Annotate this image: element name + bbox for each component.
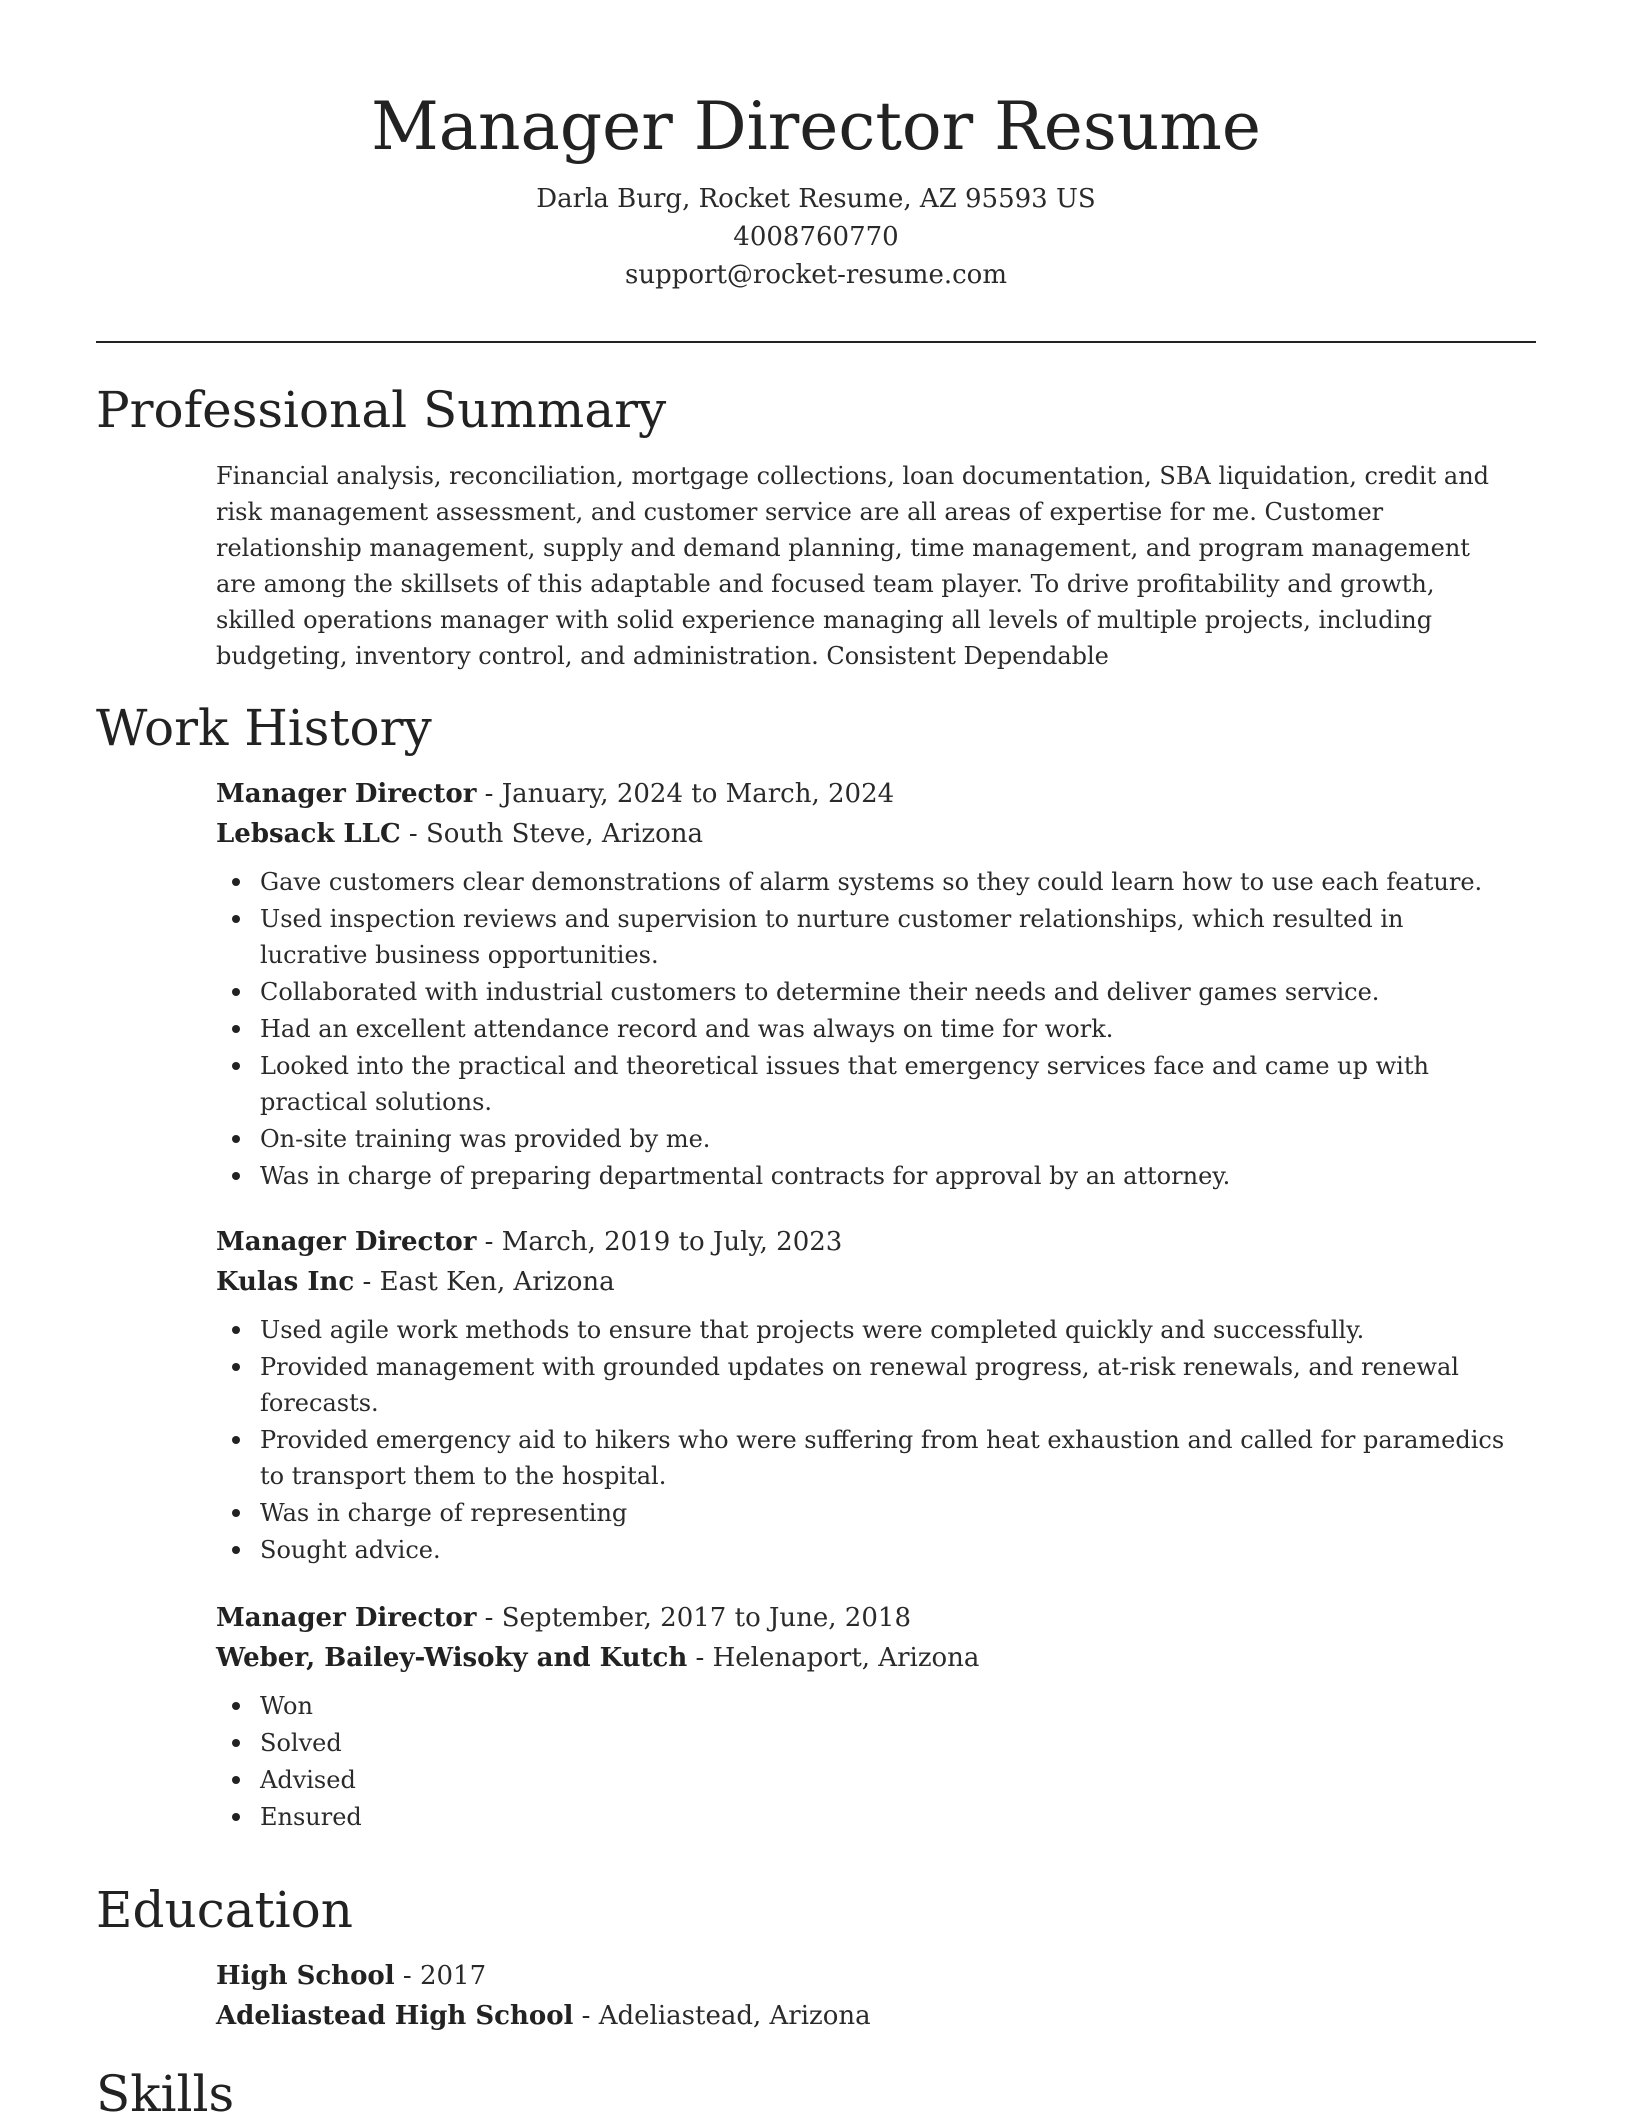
education-location: - Adeliastead, Arizona bbox=[573, 2001, 871, 2031]
section-heading-education: Education bbox=[96, 1881, 353, 1939]
list-item: Won bbox=[260, 1688, 1516, 1724]
education-year: - 2017 bbox=[394, 1961, 487, 1991]
job-title-line bbox=[216, 1598, 1516, 1638]
list-item: Solved bbox=[260, 1725, 1516, 1761]
section-heading-skills: Skills bbox=[96, 2065, 235, 2123]
job-company-line bbox=[216, 1638, 1516, 1678]
contact-address: Darla Burg, Rocket Resume, AZ 95593 US bbox=[536, 184, 1096, 214]
job-location: - South Steve, Arizona bbox=[400, 819, 703, 849]
job-title: Manager Director bbox=[216, 779, 477, 809]
job-location: - East Ken, Arizona bbox=[354, 1267, 615, 1297]
section-heading-work-history: Work History bbox=[96, 699, 432, 757]
job-entry-2 bbox=[216, 1222, 1516, 1569]
job-entry-1 bbox=[216, 774, 1516, 1195]
resume-header bbox=[96, 82, 1536, 294]
job-dates: - September, 2017 to June, 2018 bbox=[476, 1603, 911, 1633]
header-divider bbox=[96, 341, 1536, 343]
education-degree-line bbox=[216, 1956, 1516, 1996]
summary-text: Financial analysis, reconciliation, mortgage collections, loan documentation, SBA liquidation, credit and risk management assessment, and customer service are all areas of expertise for me. Customer relationship management, supply and demand planning, time management, and program management are among the skillsets of this adaptable and focused team player. To drive profitability and growth, skilled operations manager with solid experience managing all levels of multiple projects, including budgeting, inventory control, and administration. Consistent Dependable bbox=[216, 462, 1490, 670]
section-heading-summary: Professional Summary bbox=[96, 381, 667, 439]
job-company: Weber, Bailey-Wisoky and Kutch bbox=[216, 1643, 688, 1673]
contact-info bbox=[96, 180, 1536, 294]
job-company-line bbox=[216, 1262, 1516, 1302]
job-title-line bbox=[216, 774, 1516, 814]
list-item: On-site training was provided by me. bbox=[260, 1121, 1516, 1157]
summary-block bbox=[216, 458, 1516, 674]
education-school: Adeliastead High School bbox=[216, 2001, 574, 2031]
education-entry bbox=[216, 1956, 1516, 2036]
job-company-line bbox=[216, 814, 1516, 854]
job-title: Manager Director bbox=[216, 1227, 477, 1257]
job-dates: - January, 2024 to March, 2024 bbox=[476, 779, 895, 809]
list-item: Ensured bbox=[260, 1799, 1516, 1835]
list-item: Was in charge of preparing departmental contracts for approval by an attorney. bbox=[260, 1158, 1516, 1194]
job-dates: - March, 2019 to July, 2023 bbox=[476, 1227, 843, 1257]
list-item: Used agile work methods to ensure that projects were completed quickly and successfully. bbox=[260, 1312, 1516, 1348]
job-company: Lebsack LLC bbox=[216, 819, 401, 849]
list-item: Was in charge of representing bbox=[260, 1495, 1516, 1531]
list-item: Provided emergency aid to hikers who were suffering from heat exhaustion and called for paramedics to transport them to the hospital. bbox=[260, 1422, 1516, 1494]
list-item: Sought advice. bbox=[260, 1532, 1516, 1568]
education-school-line bbox=[216, 1996, 1516, 2036]
job-title-line bbox=[216, 1222, 1516, 1262]
list-item: Gave customers clear demonstrations of alarm systems so they could learn how to use each feature. bbox=[260, 864, 1516, 900]
contact-email: support@rocket-resume.com bbox=[624, 260, 1007, 290]
job-location: - Helenaport, Arizona bbox=[687, 1643, 980, 1673]
list-item: Collaborated with industrial customers to determine their needs and deliver games service. bbox=[260, 974, 1516, 1010]
list-item: Provided management with grounded updates on renewal progress, at-risk renewals, and renewal forecasts. bbox=[260, 1349, 1516, 1421]
contact-phone: 4008760770 bbox=[733, 222, 899, 252]
list-item: Used inspection reviews and supervision to nurture customer relationships, which resulted in lucrative business opportunities. bbox=[260, 901, 1516, 973]
job-entry-3 bbox=[216, 1598, 1516, 1836]
job-company: Kulas Inc bbox=[216, 1267, 355, 1297]
list-item: Had an excellent attendance record and was always on time for work. bbox=[260, 1011, 1516, 1047]
job-bullets bbox=[216, 1312, 1516, 1568]
job-bullets bbox=[216, 1688, 1516, 1835]
job-title: Manager Director bbox=[216, 1603, 477, 1633]
job-bullets bbox=[216, 864, 1516, 1194]
document-title: Manager Director Resume bbox=[371, 88, 1261, 165]
list-item: Looked into the practical and theoretical issues that emergency services face and came up with practical solutions. bbox=[260, 1048, 1516, 1120]
education-degree: High School bbox=[216, 1961, 395, 1991]
list-item: Advised bbox=[260, 1762, 1516, 1798]
